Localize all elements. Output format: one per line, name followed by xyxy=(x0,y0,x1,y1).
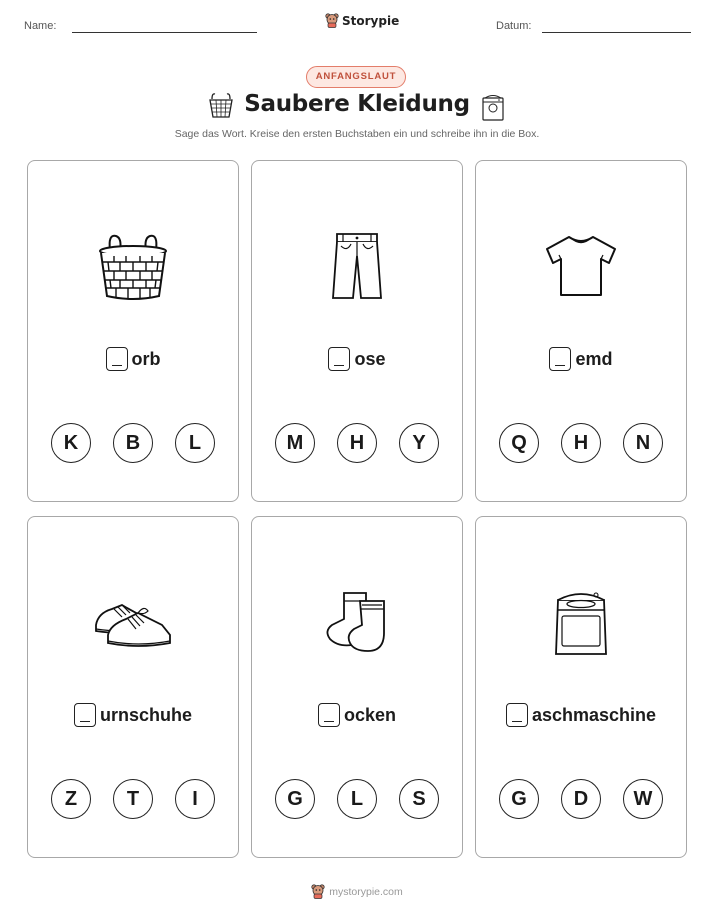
bear-icon xyxy=(325,13,339,28)
word-card xyxy=(251,516,463,858)
word-ending: emd xyxy=(575,348,613,369)
word-row xyxy=(476,703,686,727)
letter-answer-box[interactable] xyxy=(106,347,128,371)
word-card xyxy=(475,516,687,858)
letter-option[interactable]: G xyxy=(275,779,315,819)
word-ending: ose xyxy=(354,348,386,369)
washing-machine-icon xyxy=(550,586,612,658)
date-line[interactable] xyxy=(542,32,691,33)
letter-option[interactable]: H xyxy=(561,423,601,463)
name-line[interactable] xyxy=(72,32,257,33)
word-ending: orb xyxy=(131,348,161,369)
brand-name: Storypie xyxy=(342,13,400,28)
letter-option[interactable]: W xyxy=(623,779,663,819)
letter-option[interactable]: I xyxy=(175,779,215,819)
word-row xyxy=(252,703,462,727)
letter-answer-box[interactable] xyxy=(328,347,350,371)
word-card xyxy=(27,516,239,858)
letter-option[interactable]: Q xyxy=(499,423,539,463)
word-row xyxy=(252,347,462,371)
category-badge: ANFANGSLAUT xyxy=(306,66,406,88)
letter-option[interactable]: N xyxy=(623,423,663,463)
tshirt-icon xyxy=(543,233,619,299)
letter-option[interactable]: B xyxy=(113,423,153,463)
letter-option[interactable]: D xyxy=(561,779,601,819)
word-row xyxy=(28,703,238,727)
letter-option[interactable]: T xyxy=(113,779,153,819)
word-row xyxy=(28,347,238,371)
word-card xyxy=(27,160,239,502)
letter-option[interactable]: Y xyxy=(399,423,439,463)
footer-link[interactable]: mystorypie.com xyxy=(329,885,403,898)
word-card xyxy=(475,160,687,502)
letter-option[interactable]: L xyxy=(175,423,215,463)
sneakers-icon xyxy=(92,591,174,653)
word-card xyxy=(251,160,463,502)
pants-icon xyxy=(329,230,385,302)
word-ending: aschmaschine xyxy=(531,704,657,725)
letter-option[interactable]: Z xyxy=(51,779,91,819)
name-label: Name: xyxy=(24,20,57,32)
letter-option[interactable]: K xyxy=(51,423,91,463)
word-ending: ocken xyxy=(343,704,397,725)
washing-machine-icon xyxy=(480,92,506,127)
instruction-text: Sage das Wort. Kreise den ersten Buchstaben ein und schreibe ihn in die Box. xyxy=(174,128,540,140)
socks-icon xyxy=(322,589,392,655)
letter-option[interactable]: H xyxy=(337,423,377,463)
letter-answer-box[interactable] xyxy=(318,703,340,727)
bear-icon xyxy=(311,884,325,899)
letter-option[interactable]: M xyxy=(275,423,315,463)
letter-option[interactable]: L xyxy=(337,779,377,819)
letter-option[interactable]: G xyxy=(499,779,539,819)
date-label: Datum: xyxy=(496,20,532,32)
letter-answer-box[interactable] xyxy=(506,703,528,727)
brand-logo xyxy=(325,13,399,28)
word-ending: urnschuhe xyxy=(99,704,192,725)
footer xyxy=(0,884,714,899)
laundry-basket-icon xyxy=(96,230,170,302)
letter-answer-box[interactable] xyxy=(549,347,571,371)
page-title: Saubere Kleidung xyxy=(244,91,470,117)
letter-answer-box[interactable] xyxy=(74,703,96,727)
letter-option[interactable]: S xyxy=(399,779,439,819)
word-row xyxy=(476,347,686,371)
